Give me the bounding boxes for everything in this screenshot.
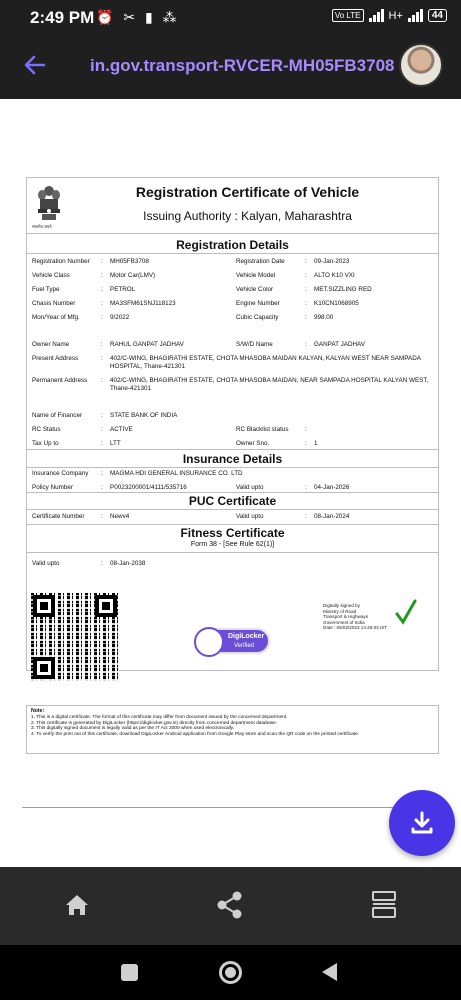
issuing-authority: Issuing Authority : Kalyan, Maharashtra bbox=[143, 209, 352, 223]
bottom-nav bbox=[0, 867, 461, 945]
page-title: in.gov.transport-RVCER-MH05FB3708 bbox=[90, 56, 395, 75]
download-button[interactable] bbox=[389, 790, 455, 856]
divider bbox=[27, 253, 438, 254]
system-nav bbox=[0, 945, 461, 1000]
permanent-address-value: 402/C-WING, BHAGIRATHI ESTATE, CHOTA MHASOBA MAIDAN, NEAR SAMPADA HOSPITAL KALYAN WEST, Thane-421301 bbox=[110, 377, 429, 392]
signature-text: Digitally signed by Ministry of Road Transport & Highways Government of India Date : 05/02/2023 14:46:03 IST bbox=[323, 603, 388, 631]
divider bbox=[22, 807, 414, 808]
registration-heading: Registration Details bbox=[176, 238, 289, 252]
avatar[interactable] bbox=[399, 43, 443, 87]
note-item: 4. To verify the print out of this certificate, download DigiLocker Android application from Google Play store and scan the QR code on the printed certificate. bbox=[31, 732, 360, 738]
verified-label: Verified bbox=[234, 643, 255, 649]
network-type: H+ bbox=[388, 9, 403, 22]
digital-signature bbox=[323, 603, 425, 639]
battery-icon: 44 bbox=[428, 9, 447, 22]
insurance-heading: Insurance Details bbox=[182, 452, 283, 466]
digilocker-icon bbox=[194, 627, 224, 657]
notes-heading: Note: bbox=[31, 708, 45, 714]
note-item: 1. This is a digital certificate. The format of this certificate may differ from document issued by the concerned department. bbox=[31, 714, 288, 720]
recent-apps-icon[interactable] bbox=[121, 964, 138, 981]
certificate-title: Registration Certificate of Vehicle bbox=[135, 184, 360, 200]
divider bbox=[27, 467, 438, 468]
notes-box bbox=[26, 705, 439, 754]
checkmark-icon bbox=[395, 599, 417, 625]
note-item: 2. This certificate is generated by DigiLocker (https://digilocker.gov.in) directly from concerned department database. bbox=[31, 720, 278, 726]
system-back-icon[interactable] bbox=[322, 963, 337, 981]
present-address-value: 402/C-WING, BHAGIRATHI ESTATE, CHOTA MHASOBA MAIDAN KALYAN, KALYAN WEST NEAR SAMPADA HOSPITAL, Thane-421301 bbox=[110, 355, 421, 370]
details-icon[interactable] bbox=[364, 885, 404, 925]
puc-heading: PUC Certificate bbox=[188, 494, 277, 508]
qr-code bbox=[31, 593, 119, 681]
signal-icon bbox=[369, 9, 384, 22]
status-time: 2:49 PM bbox=[30, 8, 95, 27]
back-arrow-icon[interactable] bbox=[22, 52, 48, 78]
certificate-document: सत्यमेव जयते Registration Certificate of Vehicle Issuing Authority : Kalyan, Maharashtra Registration Details Registration Number : MH05FB3708 Registration Date : 09-Jan-2023 Vehicle Class : Motor Car(LMV) Vehicle Model : ALTO K10 VXI Fuel Type : PETROL Vehicle Color : MET.SIZZLING RED Chasis Number : MA3SFM61SNJ118123 Engine Number : K10CN1068905 Mon/Year of Mfg. : 9/2022 Cubic Capacity : 998.00 Owner Name : RAHUL GANPAT JADHAV S/W/D Name : GANPAT JADHAV Present Address : 402/C-WING, BHAGIRATHI ESTATE, CHOTA MHASOBA MAIDAN KALYAN, KALYAN WEST NEAR SAMPADA HOSPITAL, Thane-421301 Permanent Address : 402/C-WING, BHAGIRATHI ESTATE, CHOTA MHASOBA MAIDAN, NEAR SAMPADA HOSPITAL KALYAN WEST, Thane-421301 Name of Financer : STATE BANK OF INDIA RC Status : ACTIVE RC Blacklist status : Tax Up to : LTT Owner Sno. : 1 Insurance Details Insurance Company : MAGMA HDI GENERAL INSURANCE CO. LTD Policy Number : P0023200001/4111/535716 Valid upto : 04-Jan-2026 PUC Certificate Certificate Number : Newv4 Valid upto : 08-Jan-2024 Fitness Certificate Form 38 - [See Rule 62(1)] Valid upto : 08-Jan-2038 bbox=[26, 177, 439, 671]
divider bbox=[27, 233, 438, 234]
share-icon[interactable] bbox=[210, 885, 250, 925]
divider bbox=[27, 524, 438, 525]
divider bbox=[27, 492, 438, 493]
digilocker-label: DigiLocker bbox=[228, 633, 265, 640]
fitness-form-note: Form 38 - [See Rule 62(1)] bbox=[190, 541, 275, 548]
fitness-heading: Fitness Certificate bbox=[180, 526, 285, 540]
digilocker-verified-badge bbox=[194, 628, 270, 654]
divider bbox=[27, 509, 438, 510]
download-icon bbox=[408, 809, 436, 837]
volte-icon: Vo LTE bbox=[332, 9, 364, 22]
home-icon[interactable] bbox=[57, 885, 97, 925]
divider bbox=[27, 449, 438, 450]
app-bar bbox=[0, 34, 461, 99]
notification-icons: ⏰ ✂ ▮ ⁂ bbox=[96, 9, 180, 25]
system-home-icon[interactable] bbox=[219, 961, 242, 984]
signal-icon-2 bbox=[408, 9, 423, 22]
divider bbox=[27, 552, 438, 553]
status-bar bbox=[0, 0, 461, 34]
note-item: 3. This digitally signed document is legally valid as per the IT Act 2000 when used electronically. bbox=[31, 726, 235, 732]
status-right bbox=[332, 9, 447, 22]
emblem-caption: सत्यमेव जयते bbox=[32, 224, 52, 229]
